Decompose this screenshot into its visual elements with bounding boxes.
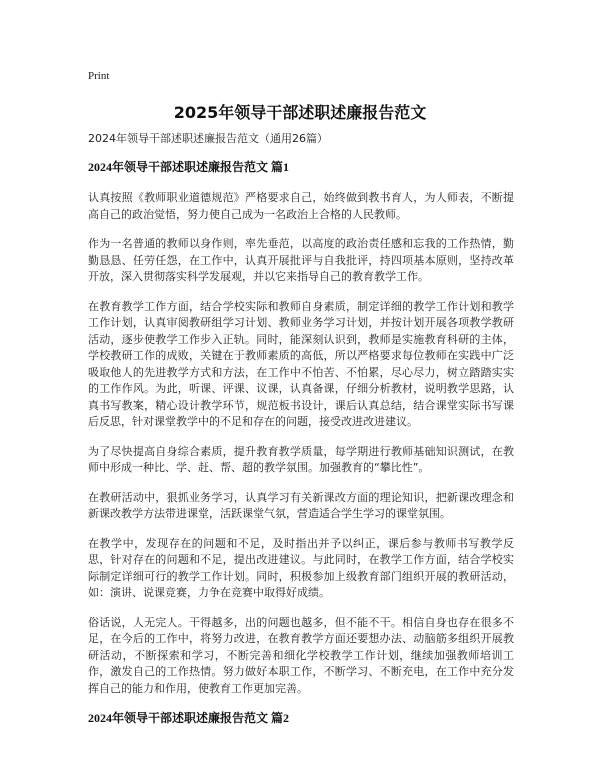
paragraph: 作为一名普通的教师以身作则，率先垂范，以高度的政治责任感和忘我的工作热情，勤勤恳恳、任劳任怨，在工作中，认真开展批评与自我批评，持四项基本原则，坚持改革开放，深入贯彻落实科学发展观，并以它来指导自己的教育教学工作。 (88, 237, 514, 283)
paragraph: 在教育教学工作方面，结合学校实际和教师自身素质，制定详细的教学工作计划和教学工作计划，认真审阅教研组学习计划、教师业务学习计划，并按计划开展各项教学教研活动，逐步使教学工作步入正轨。同时，能深刻认识到，教师是实施教育科研的主体，学校教研工作的成败，关键在于教师素质的高低，所以严格要求每位教师在实践中广泛吸取他人的先进教学方式和方法，在工作中不怕苦、不怕累，尽心尽力，树立踏踏实实的工作作风。为此，听课、评课、议课，认真备课，仔细分析教材，说明教学思路，认真书写教案，精心设计教学环节，规范板书设计，课后认真总结，结合课堂实际书写课后反思，针对课堂教学中的不足和存在的问题，接受改进改进建议。 (88, 299, 514, 428)
paragraph: 在教研活动中，狠抓业务学习，认真学习有关新课改方面的理论知识，把新课改理念和新课改教学方法带进课堂，活跃课堂气氛，营造适合学生学习的课堂氛围。 (88, 490, 514, 520)
paragraph: 为了尽快提高自身综合素质，提升教育教学质量，每学期进行教师基础知识测试，在教师中形成一种比、学、赶、帮、超的教学氛围。加强教育的“攀比性”。 (88, 444, 514, 474)
document-subtitle: 2024年领导干部述职述廉报告范文（通用26篇） (88, 132, 328, 145)
section-heading-2: 2024年领导干部述职述廉报告范文 篇2 (88, 711, 290, 725)
document-body (88, 130, 514, 741)
page-title: 2025年领导干部述职述廉报告范文 (173, 103, 427, 122)
paragraph: 俗话说，人无完人。干得越多，出的问题也越多，但不能不干。相信自身也存在很多不足，在今后的工作中，将努力改进，在教育教学方面还要想办法、动脑筋多组织开展教研活动，不断探索和学习，不断完善和细化学校教学工作计划，继续加强教师培训工作，激发自己的工作热情。努力做好本职工作，不断学习、不断充电，在工作中充分发挥自己的能力和作用，使教育工作更加完善。 (88, 615, 514, 695)
paragraph: 认真按照《教师职业道德规范》严格要求自己，始终做到教书育人，为人师表，不断提高自己的政治觉悟，努力使自己成为一名政治上合格的人民教师。 (88, 191, 514, 221)
paragraph: 在教学中，发现存在的问题和不足，及时指出并予以纠正，课后参与教师书写教学反思，针对存在的问题和不足，提出改进建议。与此同时，在教学工作方面，结合学校实际制定详细可行的教学工作计划。同时，积极参加上级教育部门组织开展的教研活动，如：演讲、说课竞赛，力争在竞赛中取得好成绩。 (88, 536, 514, 599)
print-label: Print (88, 70, 110, 82)
section-heading-1: 2024年领导干部述职述廉报告范文 篇1 (88, 160, 290, 174)
